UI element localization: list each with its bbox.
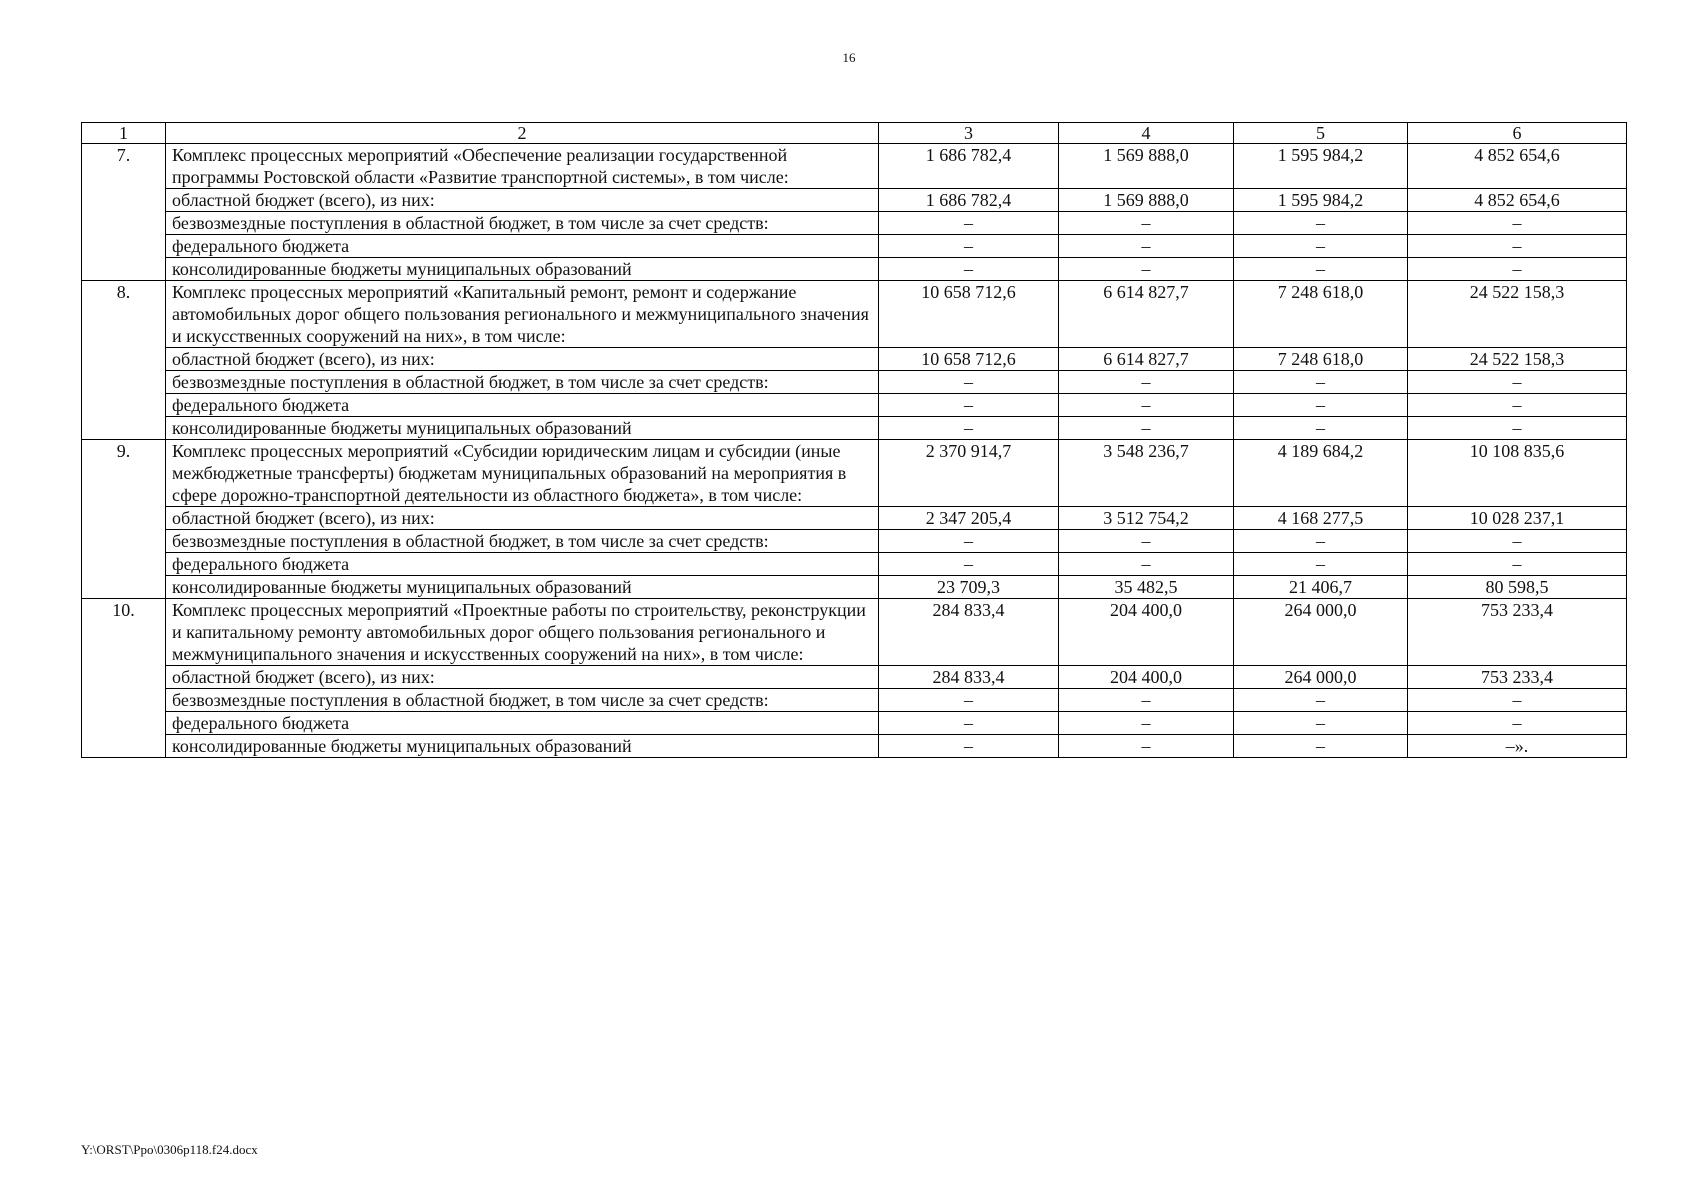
value-cell: –». <box>1408 735 1627 758</box>
value-cell: 753 233,4 <box>1408 666 1627 689</box>
complex-title-cell: Комплекс процессных мероприятий «Проектные работы по строительству, реконструкции и капитальному ремонту автомобильных дорог общего пользования регионального и межмуниципального значения и искусственных сооружений на них», в том числе: <box>166 599 879 666</box>
value-cell: 2 370 914,7 <box>879 440 1059 507</box>
footer-file-path: Y:\ORST\Ppo\0306p118.f24.docx <box>81 1142 258 1157</box>
value-cell: – <box>1059 212 1234 235</box>
budget-source-label: консолидированные бюджеты муниципальных образований <box>166 735 879 758</box>
value-cell: 204 400,0 <box>1059 666 1234 689</box>
value-cell: – <box>879 530 1059 553</box>
value-cell: – <box>879 394 1059 417</box>
value-cell: – <box>879 371 1059 394</box>
value-cell: 1 686 782,4 <box>879 144 1059 189</box>
value-cell: 6 614 827,7 <box>1059 348 1234 371</box>
table-row <box>82 189 1627 212</box>
table-row <box>82 599 1627 666</box>
section-number: 8. <box>82 281 166 440</box>
value-cell: 1 686 782,4 <box>879 189 1059 212</box>
header-cell: 5 <box>1234 123 1408 144</box>
value-cell: 7 248 618,0 <box>1234 348 1408 371</box>
table-row <box>82 553 1627 576</box>
value-cell: 1 595 984,2 <box>1234 189 1408 212</box>
budget-source-label: федерального бюджета <box>166 394 879 417</box>
value-cell: 3 548 236,7 <box>1059 440 1234 507</box>
value-cell: – <box>879 735 1059 758</box>
section-number: 10. <box>82 599 166 758</box>
header-cell: 1 <box>82 123 166 144</box>
value-cell: – <box>1408 212 1627 235</box>
budget-source-label: безвозмездные поступления в областной бюджет, в том числе за счет средств: <box>166 689 879 712</box>
value-cell: 35 482,5 <box>1059 576 1234 599</box>
page-number: 16 <box>842 50 856 65</box>
value-cell: 24 522 158,3 <box>1408 348 1627 371</box>
budget-source-label: областной бюджет (всего), из них: <box>166 348 879 371</box>
table-row <box>82 212 1627 235</box>
value-cell: – <box>1234 417 1408 440</box>
header-cell: 2 <box>166 123 879 144</box>
value-cell: 204 400,0 <box>1059 599 1234 666</box>
value-cell: 4 852 654,6 <box>1408 189 1627 212</box>
value-cell: 264 000,0 <box>1234 599 1408 666</box>
value-cell: – <box>1234 258 1408 281</box>
value-cell: 4 189 684,2 <box>1234 440 1408 507</box>
budget-source-label: безвозмездные поступления в областной бюджет, в том числе за счет средств: <box>166 212 879 235</box>
value-cell: – <box>1234 735 1408 758</box>
table-body <box>82 123 1627 758</box>
value-cell: – <box>1408 417 1627 440</box>
value-cell: 7 248 618,0 <box>1234 281 1408 348</box>
section-number: 9. <box>82 440 166 599</box>
value-cell: – <box>1059 530 1234 553</box>
value-cell: 753 233,4 <box>1408 599 1627 666</box>
budget-source-label: областной бюджет (всего), из них: <box>166 189 879 212</box>
value-cell: 10 658 712,6 <box>879 348 1059 371</box>
value-cell: 10 028 237,1 <box>1408 507 1627 530</box>
value-cell: 6 614 827,7 <box>1059 281 1234 348</box>
table-row <box>82 735 1627 758</box>
budget-source-label: консолидированные бюджеты муниципальных образований <box>166 417 879 440</box>
table-row <box>82 507 1627 530</box>
value-cell: – <box>1059 735 1234 758</box>
table-header-row <box>82 123 1627 144</box>
value-cell: – <box>1408 258 1627 281</box>
value-cell: – <box>1408 371 1627 394</box>
budget-source-label: консолидированные бюджеты муниципальных образований <box>166 258 879 281</box>
value-cell: 3 512 754,2 <box>1059 507 1234 530</box>
budget-table <box>81 122 1627 758</box>
complex-title-cell: Комплекс процессных мероприятий «Субсидии юридическим лицам и субсидии (иные межбюджетные трансферты) бюджетам муниципальных образований на мероприятия в сфере дорожно-транспортной деятельности из областного бюджета», в том числе: <box>166 440 879 507</box>
complex-title-cell: Комплекс процессных мероприятий «Обеспечение реализации государственной программы Ростовской области «Развитие транспортной системы», в том числе: <box>166 144 879 189</box>
value-cell: – <box>1059 553 1234 576</box>
value-cell: 21 406,7 <box>1234 576 1408 599</box>
value-cell: 284 833,4 <box>879 666 1059 689</box>
table-row <box>82 666 1627 689</box>
table-row <box>82 258 1627 281</box>
value-cell: – <box>1059 394 1234 417</box>
value-cell: 1 569 888,0 <box>1059 189 1234 212</box>
value-cell: – <box>1234 235 1408 258</box>
value-cell: – <box>879 235 1059 258</box>
value-cell: – <box>879 212 1059 235</box>
value-cell: 23 709,3 <box>879 576 1059 599</box>
value-cell: – <box>1059 417 1234 440</box>
value-cell: – <box>879 258 1059 281</box>
table-row <box>82 394 1627 417</box>
table-row <box>82 712 1627 735</box>
value-cell: – <box>1408 530 1627 553</box>
value-cell: – <box>879 417 1059 440</box>
value-cell: 10 658 712,6 <box>879 281 1059 348</box>
budget-source-label: федерального бюджета <box>166 712 879 735</box>
complex-title-cell: Комплекс процессных мероприятий «Капитальный ремонт, ремонт и содержание автомобильных дорог общего пользования регионального и межмуниципального значения и искусственных сооружений на них», в том числе: <box>166 281 879 348</box>
value-cell: 1 595 984,2 <box>1234 144 1408 189</box>
value-cell: – <box>1408 712 1627 735</box>
table-row <box>82 689 1627 712</box>
value-cell: 284 833,4 <box>879 599 1059 666</box>
table-row <box>82 417 1627 440</box>
value-cell: – <box>879 553 1059 576</box>
value-cell: – <box>1234 530 1408 553</box>
table-row <box>82 576 1627 599</box>
value-cell: 1 569 888,0 <box>1059 144 1234 189</box>
table-row <box>82 144 1627 189</box>
value-cell: 24 522 158,3 <box>1408 281 1627 348</box>
table-row <box>82 371 1627 394</box>
value-cell: – <box>1059 371 1234 394</box>
section-number: 7. <box>82 144 166 281</box>
value-cell: – <box>1234 712 1408 735</box>
table-row <box>82 281 1627 348</box>
value-cell: – <box>1408 394 1627 417</box>
value-cell: – <box>879 689 1059 712</box>
value-cell: – <box>1059 235 1234 258</box>
value-cell: – <box>1234 689 1408 712</box>
value-cell: – <box>1408 235 1627 258</box>
value-cell: – <box>1408 553 1627 576</box>
header-cell: 3 <box>879 123 1059 144</box>
budget-source-label: областной бюджет (всего), из них: <box>166 666 879 689</box>
budget-source-label: консолидированные бюджеты муниципальных образований <box>166 576 879 599</box>
value-cell: 2 347 205,4 <box>879 507 1059 530</box>
value-cell: 264 000,0 <box>1234 666 1408 689</box>
table-row <box>82 530 1627 553</box>
table-row <box>82 440 1627 507</box>
value-cell: – <box>1059 689 1234 712</box>
value-cell: 4 852 654,6 <box>1408 144 1627 189</box>
value-cell: – <box>1234 553 1408 576</box>
header-cell: 6 <box>1408 123 1627 144</box>
table-row <box>82 235 1627 258</box>
value-cell: 10 108 835,6 <box>1408 440 1627 507</box>
budget-source-label: безвозмездные поступления в областной бюджет, в том числе за счет средств: <box>166 530 879 553</box>
value-cell: – <box>1234 212 1408 235</box>
budget-source-label: федерального бюджета <box>166 553 879 576</box>
budget-source-label: безвозмездные поступления в областной бюджет, в том числе за счет средств: <box>166 371 879 394</box>
value-cell: – <box>1234 371 1408 394</box>
budget-source-label: федерального бюджета <box>166 235 879 258</box>
value-cell: – <box>1059 258 1234 281</box>
table-row <box>82 348 1627 371</box>
value-cell: 80 598,5 <box>1408 576 1627 599</box>
budget-source-label: областной бюджет (всего), из них: <box>166 507 879 530</box>
value-cell: – <box>879 712 1059 735</box>
header-cell: 4 <box>1059 123 1234 144</box>
value-cell: – <box>1408 689 1627 712</box>
value-cell: 4 168 277,5 <box>1234 507 1408 530</box>
value-cell: – <box>1059 712 1234 735</box>
value-cell: – <box>1234 394 1408 417</box>
